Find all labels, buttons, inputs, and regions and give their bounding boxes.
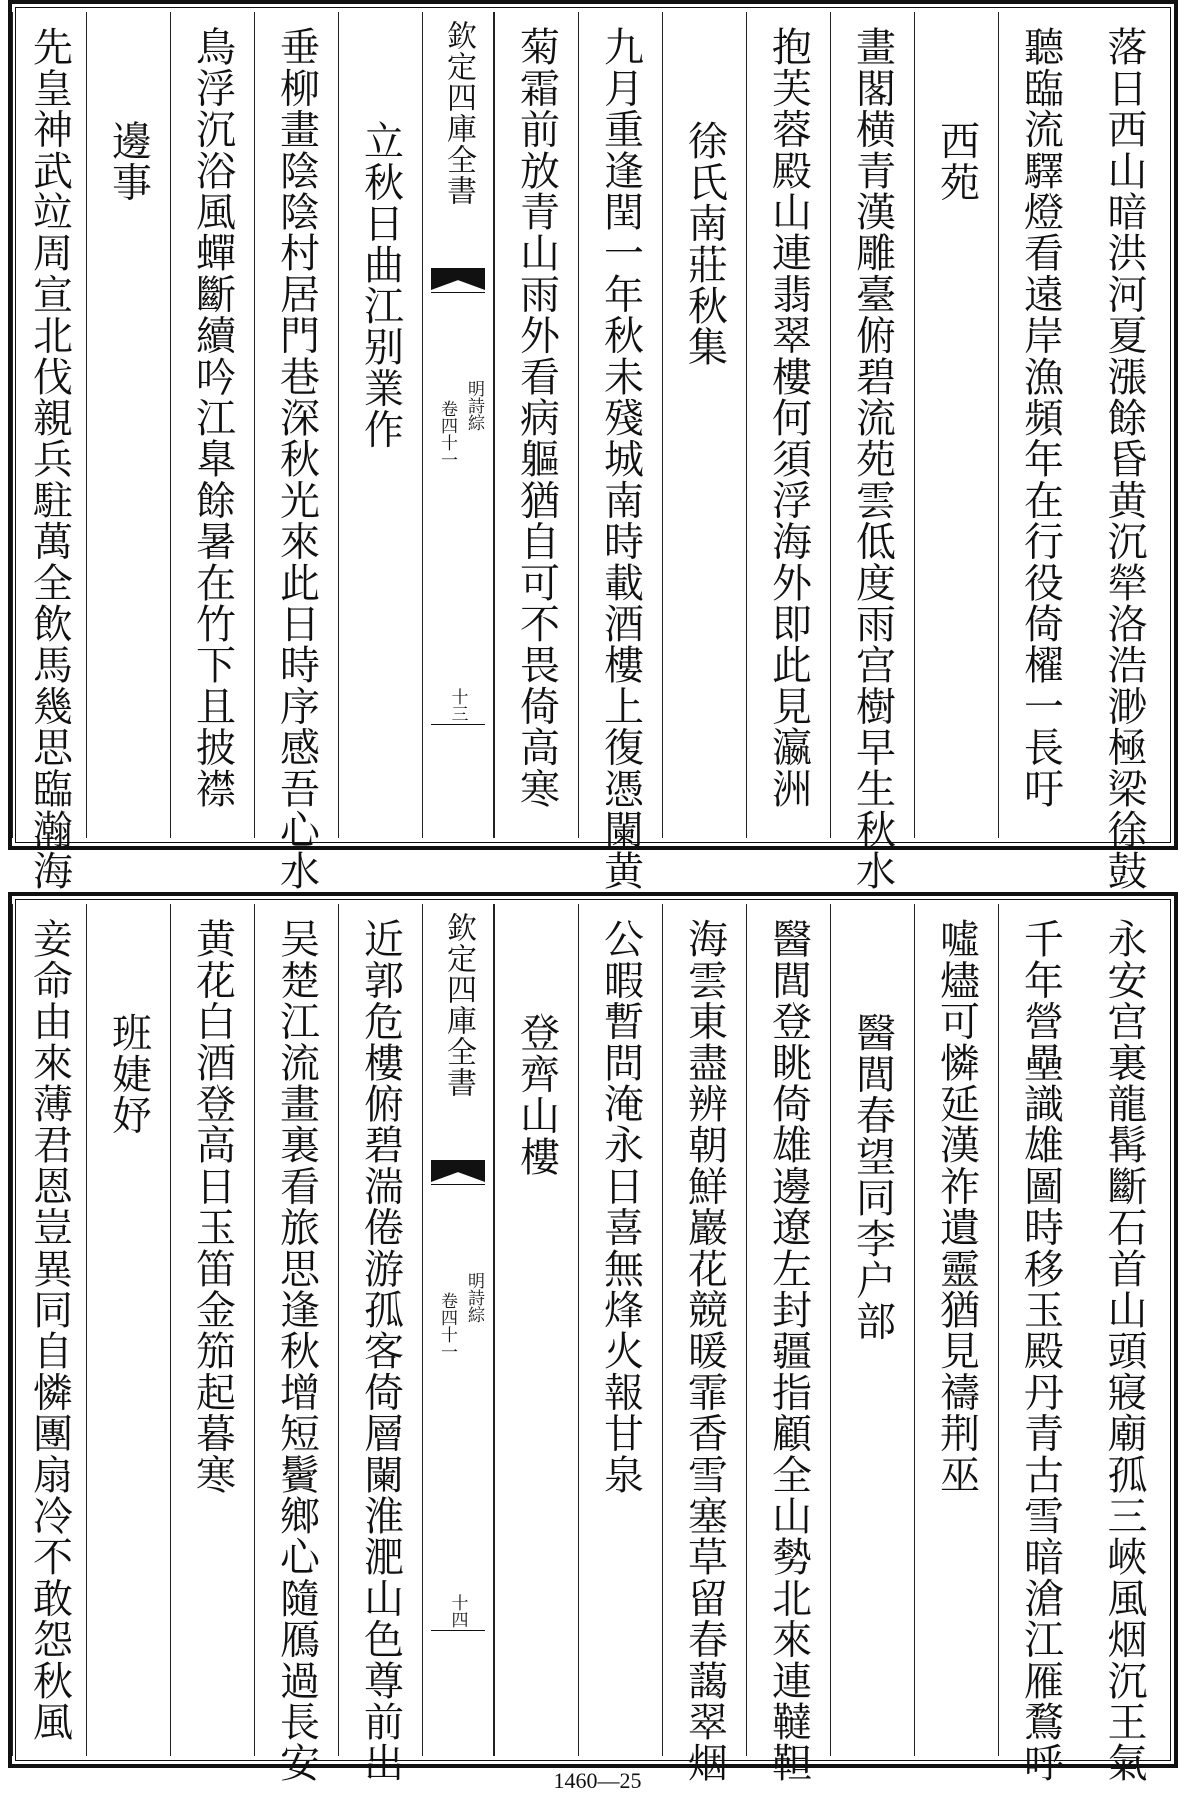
column-text: 菊霜前放青山雨外看病軀猶自可不畏倚高寒 [513, 26, 560, 809]
poem-title: 醫閭春望同李户部 [849, 1012, 896, 1342]
column-text: 海雲東盡辨朝鮮巖花競暖霏香雪塞草留春藹翠烟 [681, 918, 728, 1784]
text-column [338, 12, 422, 838]
column-text: 噓燼可憐延漢祚遺靈猶見禱荆巫 [933, 918, 980, 1495]
text-column [1082, 12, 1166, 892]
column-text: 醫閭登眺倚雄邊遼左封疆指顧全山勢北來連韃靼 [765, 918, 812, 1784]
text-column [494, 904, 578, 1756]
column-text: 垂柳畫陰陰村居門巷深秋光來此日時序感吾心水 [273, 26, 320, 892]
column-text: 吴楚江流畫裏看旅思逢秋增短鬢鄉心隨鴈過長安 [273, 918, 320, 1784]
text-column [170, 12, 254, 838]
divider [431, 292, 485, 293]
top-page-columns [20, 12, 1166, 892]
poem-title: 立秋日曲江别業作 [357, 120, 404, 450]
poem-title: 班婕妤 [105, 1012, 152, 1136]
text-column [1082, 904, 1166, 1784]
column-text: 畫閣横青漢雕臺俯碧流苑雲低度雨宫樹早生秋水 [849, 26, 896, 892]
text-column [746, 12, 830, 838]
poem-title: 徐氏南莊秋集 [681, 120, 728, 368]
poem-title: 邊事 [105, 120, 152, 203]
poem-title: 登齊山樓 [513, 1012, 560, 1177]
text-column [662, 12, 746, 838]
text-column [86, 904, 170, 1756]
text-column [746, 904, 830, 1784]
text-column [578, 904, 662, 1756]
top-page [8, 0, 1178, 892]
page-number: 十三 [447, 688, 468, 722]
text-column [170, 904, 254, 1756]
footer-page-label: 1460—25 [553, 1768, 642, 1793]
poem-title: 西苑 [933, 120, 980, 203]
text-column [12, 904, 86, 1756]
fish-tail-mark-icon [431, 268, 485, 290]
column-text: 永安宫裏龍髯斷石首山頭寢廟孤三峽風烟沉王氣 [1101, 918, 1147, 1784]
divider [431, 1184, 485, 1185]
text-column [914, 12, 998, 838]
center-gutter [422, 904, 494, 1756]
column-text: 公暇暫問淹永日喜無烽火報甘泉 [597, 918, 644, 1495]
text-column [86, 12, 170, 838]
column-text: 千年營壘識雄圖時移玉殿丹青古雪暗滄江雁鶩呼 [1017, 918, 1064, 1784]
center-gutter [422, 12, 494, 838]
column-text: 抱芙蓉殿山連翡翠樓何須浮海外即此見瀛洲 [765, 26, 812, 809]
column-text: 鳥浮沉浴風蟬斷續吟江臯餘暑在竹下且披襟 [189, 26, 236, 809]
column-text: 黄花白酒登高日玉笛金笳起暮寒 [189, 918, 236, 1495]
text-column [662, 904, 746, 1784]
text-column [254, 904, 338, 1784]
text-column [998, 12, 1082, 838]
text-column [830, 12, 914, 892]
text-column [578, 12, 662, 892]
text-column [494, 12, 578, 838]
column-text: 聽臨流驛燈看遠岸漁頻年在行役倚櫂一長吁 [1017, 26, 1064, 809]
divider [431, 724, 485, 725]
text-column [12, 12, 86, 892]
column-text: 九月重逢閏一年秋未殘城南時載酒樓上復憑闌黄 [597, 26, 644, 892]
column-text: 近郭危樓俯碧湍倦游孤客倚層闌淮淝山色尊前出 [357, 918, 404, 1784]
text-column [998, 904, 1082, 1784]
collection-name: 明詩綜 [464, 1272, 484, 1323]
text-column [914, 904, 998, 1756]
text-column [830, 904, 914, 1756]
book-title: 欽定四庫全書 [441, 20, 476, 206]
volume-number: 卷四十一 [437, 400, 457, 468]
text-column [338, 904, 422, 1784]
fish-tail-mark-icon [431, 1160, 485, 1182]
column-text: 落日西山暗洪河夏漲餘昏黄沉犖洛浩渺極梁徐鼓 [1101, 26, 1147, 892]
divider [431, 1630, 485, 1631]
column-text: 先皇神武竝周宣北伐親兵駐萬全飲馬幾思臨瀚海 [26, 26, 73, 892]
collection-name: 明詩綜 [464, 380, 484, 431]
column-text: 妾命由來薄君恩豈異同自憐團扇冷不敢怨秋風 [26, 918, 73, 1742]
text-column [254, 12, 338, 892]
volume-number: 卷四十一 [437, 1292, 457, 1360]
page-number: 十四 [447, 1594, 468, 1628]
book-title: 欽定四庫全書 [441, 912, 476, 1098]
